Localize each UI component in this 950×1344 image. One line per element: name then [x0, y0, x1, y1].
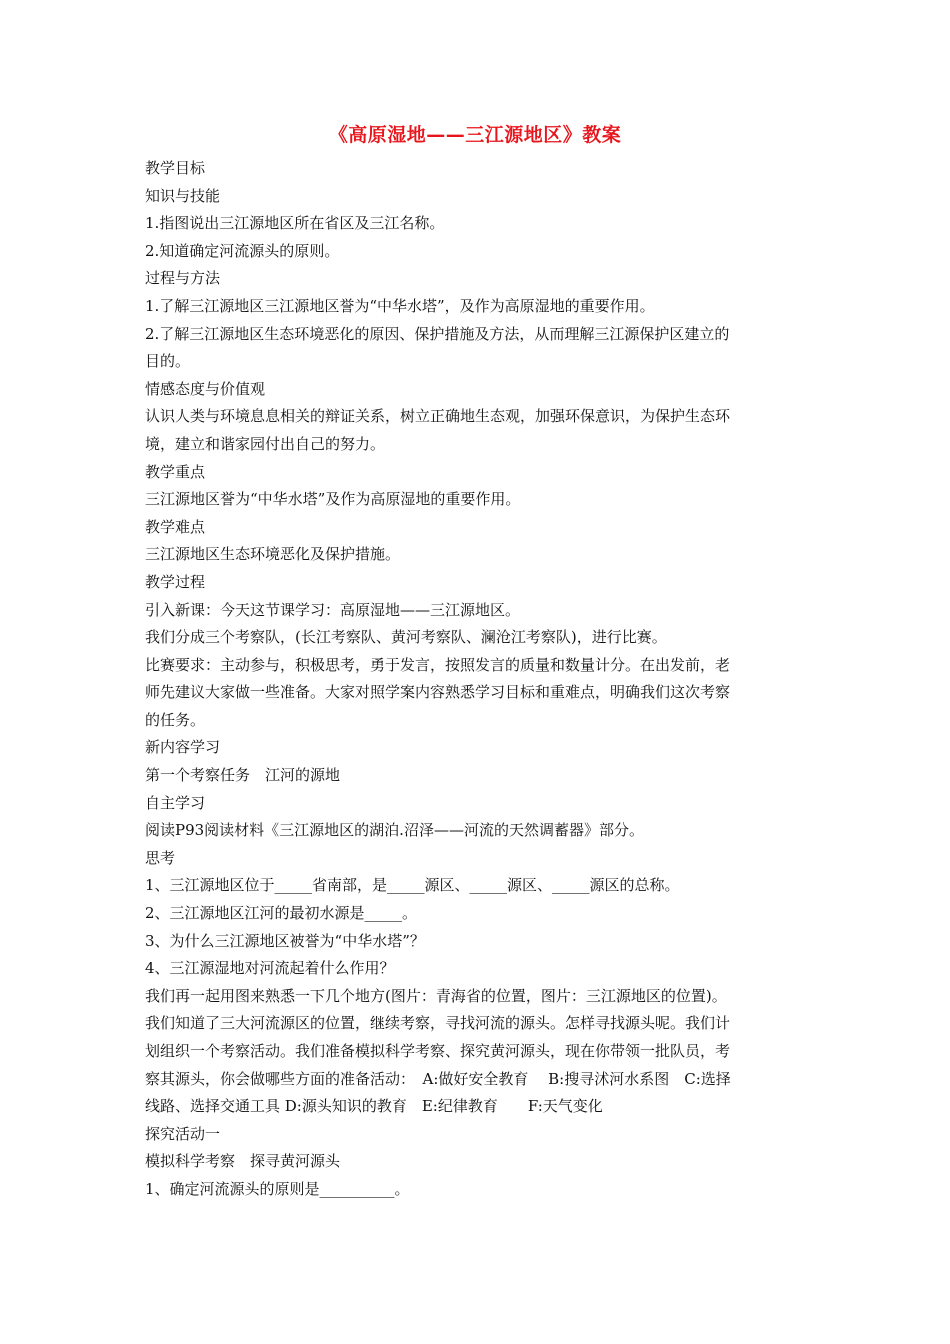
text-line: 1.了解三江源地区三江源地区誉为“中华水塔”，及作为高原湿地的重要作用。: [145, 296, 655, 315]
text-line: 三江源地区誉为“中华水塔”及作为高原湿地的重要作用。: [145, 490, 521, 509]
text-line: 情感态度与价值观: [145, 379, 266, 398]
text-line: 2、三江源地区江河的最初水源是_____。: [145, 904, 418, 923]
text-line: 师先建议大家做一些准备。大家对照学案内容熟悉学习目标和重难点，明确我们这次考察: [145, 683, 731, 702]
text-line: 思考: [145, 848, 176, 867]
text-line: 第一个考察任务 江河的源地: [145, 766, 341, 785]
text-line: 1、三江源地区位于_____省南部，是_____源区、_____源区、_____源区的总称。: [145, 876, 680, 895]
text-line: 引入新课：今天这节课学习：高原湿地——三江源地区。: [145, 600, 521, 619]
text-line: 过程与方法: [145, 269, 221, 288]
text-line: 模拟科学考察 探寻黄河源头: [145, 1152, 341, 1171]
text-line: 目的。: [145, 352, 191, 371]
text-line: 自主学习: [145, 793, 206, 812]
text-line: 比赛要求：主动参与，积极思考，勇于发言，按照发言的质量和数量计分。在出发前，老: [145, 655, 731, 674]
document-body: [145, 155, 815, 1204]
text-line: 2.知道确定河流源头的原则。: [145, 241, 340, 260]
text-line: 教学目标: [145, 159, 206, 177]
text-line: 1、确定河流源头的原则是__________。: [145, 1179, 410, 1198]
text-line: 我们再一起用图来熟悉一下几个地方(图片：青海省的位置，图片：三江源地区的位置)。: [145, 986, 727, 1005]
text-line: 三江源地区生态环境恶化及保护措施。: [145, 545, 401, 564]
text-line: 2.了解三江源地区生态环境恶化的原因、保护措施及方法，从而理解三江源保护区建立的: [145, 324, 730, 343]
text-line: 探究活动一: [145, 1124, 221, 1143]
text-line: 线路、选择交通工具 D:源头知识的教育 E:纪律教育 F:天气变化: [145, 1097, 603, 1116]
text-line: 我们知道了三大河流源区的位置，继续考察，寻找河流的源头。怎样寻找源头呢。我们计: [145, 1014, 731, 1033]
text-line: 4、三江源湿地对河流起着什么作用？: [145, 959, 395, 978]
text-line: 划组织一个考察活动。我们准备模拟科学考察、探究黄河源头，现在你带领一批队员，考: [145, 1042, 731, 1060]
text-line: 1.指图说出三江源地区所在省区及三江名称。: [145, 214, 445, 233]
text-line: 境，建立和谐家园付出自己的努力。: [145, 434, 386, 453]
text-line: 新内容学习: [145, 738, 221, 757]
text-line: 教学过程: [145, 572, 206, 591]
text-line: 知识与技能: [145, 186, 221, 205]
text-line: 察其源头，你会做哪些方面的准备活动： A:做好安全教育 B:搜寻沭河水系图 C:选择: [145, 1069, 731, 1088]
text-line: 3、为什么三江源地区被誉为“中华水塔”？: [145, 931, 425, 950]
document-title: 《高原湿地——三江源地区》教案: [328, 124, 622, 146]
text-line: 教学重点: [145, 462, 206, 481]
text-line: 的任务。: [145, 710, 206, 729]
text-line: 认识人类与环境息息相关的辩证关系，树立正确地生态观，加强环保意识，为保护生态环: [145, 407, 731, 426]
text-line: 阅读P93阅读材料《三江源地区的湖泊.沼泽——河流的天然调蓄器》部分。: [145, 821, 644, 840]
text-line: 我们分成三个考察队，(长江考察队、黄河考察队、澜沧江考察队)，进行比赛。: [145, 628, 667, 647]
text-line: 教学难点: [145, 517, 206, 536]
